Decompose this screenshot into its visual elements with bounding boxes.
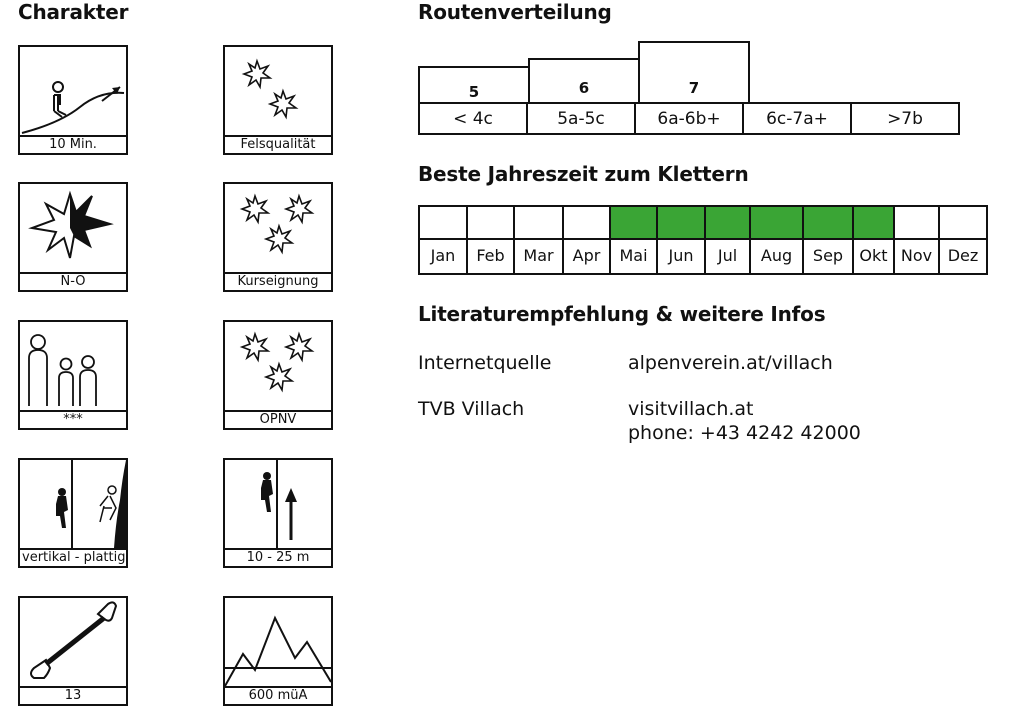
month-label: Aug bbox=[749, 240, 804, 275]
grade-cell: 6c-7a+ bbox=[742, 102, 852, 135]
compass-burst-icon bbox=[20, 184, 126, 272]
month-label: Nov bbox=[893, 240, 940, 275]
tile-caption: Kurseignung bbox=[225, 272, 331, 290]
literature-heading: Literaturempfehlung & weitere Infos bbox=[418, 302, 826, 326]
month-column bbox=[938, 205, 988, 275]
month-column bbox=[749, 205, 804, 275]
info-label-internet: Internetquelle bbox=[418, 352, 552, 374]
mountain-icon bbox=[225, 598, 331, 686]
month-label: Dez bbox=[938, 240, 988, 275]
grade-cell: 5a-5c bbox=[526, 102, 636, 135]
three-stars-icon bbox=[225, 322, 331, 410]
season-heading: Beste Jahreszeit zum Klettern bbox=[418, 162, 749, 186]
grade-table bbox=[418, 102, 960, 135]
month-label: Okt bbox=[852, 240, 895, 275]
bar-count-label: 6 bbox=[578, 79, 590, 97]
info-value-phone[interactable]: phone: +43 4242 42000 bbox=[628, 422, 861, 444]
charakter-heading: Charakter bbox=[18, 0, 129, 24]
month-indicator bbox=[704, 205, 751, 240]
routes-heading: Routenverteilung bbox=[418, 0, 612, 24]
month-indicator bbox=[893, 205, 940, 240]
tile-caption: 13 bbox=[20, 686, 126, 704]
month-label: Feb bbox=[466, 240, 515, 275]
grade-cell: 6a-6b+ bbox=[634, 102, 744, 135]
month-column bbox=[609, 205, 658, 275]
bar-grade-2 bbox=[638, 41, 750, 103]
month-column bbox=[852, 205, 895, 275]
tile-route-length bbox=[223, 458, 333, 568]
bar-grade-1 bbox=[528, 58, 640, 103]
tile-rock-type bbox=[18, 458, 128, 568]
month-column bbox=[466, 205, 515, 275]
bar-count-label: 7 bbox=[688, 79, 700, 97]
month-indicator bbox=[466, 205, 515, 240]
month-indicator bbox=[418, 205, 468, 240]
month-indicator bbox=[656, 205, 706, 240]
tile-approach bbox=[18, 45, 128, 155]
tile-caption: ÖPNV bbox=[225, 410, 331, 428]
month-label: Mai bbox=[609, 240, 658, 275]
month-indicator bbox=[852, 205, 895, 240]
season-table bbox=[418, 205, 988, 275]
month-label: Mar bbox=[513, 240, 564, 275]
tile-caption: 600 müA bbox=[225, 686, 331, 704]
two-stars-icon bbox=[225, 47, 331, 135]
tile-rock-quality bbox=[223, 45, 333, 155]
month-indicator bbox=[513, 205, 564, 240]
quickdraw-icon bbox=[20, 598, 126, 686]
tile-altitude bbox=[223, 596, 333, 706]
month-label: Jun bbox=[656, 240, 706, 275]
bar-grade-0 bbox=[418, 66, 530, 103]
grade-cell: < 4c bbox=[418, 102, 528, 135]
month-indicator bbox=[749, 205, 804, 240]
info-value-website[interactable]: alpenverein.at/villach bbox=[628, 352, 833, 374]
month-label: Jan bbox=[418, 240, 468, 275]
tile-family bbox=[18, 320, 128, 430]
info-label-tvb: TVB Villach bbox=[418, 398, 525, 420]
tile-caption: 10 - 25 m bbox=[225, 548, 331, 566]
month-column bbox=[418, 205, 468, 275]
tile-caption: 10 Min. bbox=[20, 135, 126, 153]
month-label: Apr bbox=[562, 240, 611, 275]
month-indicator bbox=[802, 205, 854, 240]
month-column bbox=[704, 205, 751, 275]
tile-quickdraws bbox=[18, 596, 128, 706]
month-label: Sep bbox=[802, 240, 854, 275]
tile-caption: N-O bbox=[20, 272, 126, 290]
info-value-tvb-website[interactable]: visitvillach.at bbox=[628, 398, 754, 420]
month-indicator bbox=[938, 205, 988, 240]
three-stars-icon bbox=[225, 184, 331, 272]
month-indicator bbox=[609, 205, 658, 240]
family-icon bbox=[20, 322, 126, 410]
tile-orientation bbox=[18, 182, 128, 292]
tile-course-suitability bbox=[223, 182, 333, 292]
climbers-wall-icon bbox=[20, 460, 126, 548]
month-indicator bbox=[562, 205, 611, 240]
climber-height-icon bbox=[225, 460, 331, 548]
approach-hiker-icon bbox=[20, 47, 126, 135]
grade-cell: >7b bbox=[850, 102, 960, 135]
month-label: Jul bbox=[704, 240, 751, 275]
tile-caption: Felsqualität bbox=[225, 135, 331, 153]
tile-public-transport bbox=[223, 320, 333, 430]
tile-caption: *** bbox=[20, 410, 126, 428]
tile-caption: vertikal - plattig bbox=[22, 550, 126, 565]
month-column bbox=[513, 205, 564, 275]
month-column bbox=[562, 205, 611, 275]
month-column bbox=[802, 205, 854, 275]
month-column bbox=[656, 205, 706, 275]
month-column bbox=[893, 205, 940, 275]
bar-count-label: 5 bbox=[468, 83, 480, 101]
